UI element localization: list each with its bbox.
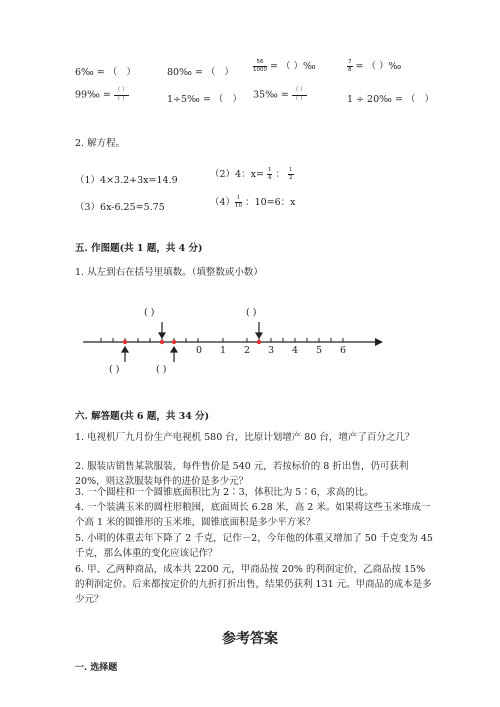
section5-title: 五. 作图题(共 1 题，共 4 分) <box>75 243 203 254</box>
answers-subtitle: 一. 选择题 <box>75 663 118 673</box>
section6-q6: 6. 甲、乙两种商品，成本共 2200 元，甲商品按 20% 的利润定价，乙商品按 15% 的利润定价。后来都按定价的九折打折出售，结果仍获利 131 元。甲商品的成本是多少元？ <box>75 564 432 605</box>
tick-label-0: 0 <box>196 345 203 356</box>
conv-8: 1 ÷ 20‰ = （ ） <box>347 94 434 105</box>
arrowhead-icon <box>375 338 383 346</box>
equations-heading: 2. 解方程。 <box>75 138 126 149</box>
up-arrow-icon <box>171 347 177 352</box>
section6-q5: 5. 小明的体重去年下降了 2 千克，记作－2，今年他的体重又增加了 50 千克变为 45 千克，那么体重的变化应该记作？ <box>75 533 433 559</box>
conv-6: 1÷5‰ = （ ） <box>167 94 242 105</box>
up-arrow-icon <box>122 347 128 352</box>
tick-label-5: 5 <box>316 345 323 356</box>
conv-1: 6‰ = （ ） <box>75 67 136 78</box>
answers-title: 参考答案 <box>222 631 278 647</box>
tick-label-3: 3 <box>268 345 275 356</box>
equation-3: （3）6x-6.25=5.75 <box>75 202 165 213</box>
blank-top-1: ( ) <box>144 307 155 318</box>
number-line <box>75 300 385 385</box>
down-arrow-icon <box>159 333 165 338</box>
section6-q2: 2. 服装店销售某款服装，每件售价是 540 元，若按标价的 8 折出售，仍可获利 20%，则这款服装每件的进价是多少元？ <box>75 461 409 487</box>
conv-7: 35‰ = $\frac{( )}{( )}$ <box>253 87 306 102</box>
marker-3 <box>172 340 176 344</box>
down-arrow-icon <box>256 333 262 338</box>
tick-label-2: 2 <box>244 345 251 356</box>
blank-top-2: ( ) <box>246 307 257 318</box>
conv-5: 99‰ = $\frac{( )}{( )}$ <box>75 87 128 102</box>
section5-q1: 1. 从左到右在括号里填数。（填整数或小数） <box>75 267 263 278</box>
marker-4 <box>257 340 261 344</box>
equation-2: （2）4：x= $\frac{1}{4}$ ： $\frac{1}{2}$ <box>210 166 293 181</box>
tick-label-6: 6 <box>340 345 347 356</box>
section6-q1: 1. 电视机厂九月份生产电视机 580 台，比原计划增产 80 台，增产了百分之几？ <box>75 432 415 443</box>
conv-3: $\frac{56}{1000}$ = （ ）‰ <box>253 58 316 73</box>
tick-label-4: 4 <box>292 345 299 356</box>
section6-title: 六. 解答题(共 6 题，共 34 分) <box>75 411 210 422</box>
blank-bottom-2: ( ) <box>156 364 167 375</box>
conv-4: $\frac{7}{8}$ = （ ）‰ <box>348 58 402 73</box>
marker-2 <box>160 340 164 344</box>
tick-label-1: 1 <box>220 345 227 356</box>
section6-q4: 4. 一个装满玉米的圆柱形粮囤，底面周长 6.28 米，高 2 米。如果将这些玉米堆成一个高 1 米的圆锥形的玉米堆，圆锥底面积是多少平方米？ <box>75 502 431 528</box>
equation-1: （1）4×3.2+3x=14.9 <box>75 175 178 186</box>
equation-4: （4） $\frac{1}{10}$ ：10=6：x <box>210 194 296 209</box>
conv-2: 80‰ = （ ） <box>167 67 234 78</box>
marker-1 <box>123 340 127 344</box>
section6-q3: 3. 一个圆柱和一个圆锥底面积比为 2∶3，体积比为 5∶6，求高的比。 <box>75 487 374 498</box>
blank-bottom-1: ( ) <box>109 364 120 375</box>
